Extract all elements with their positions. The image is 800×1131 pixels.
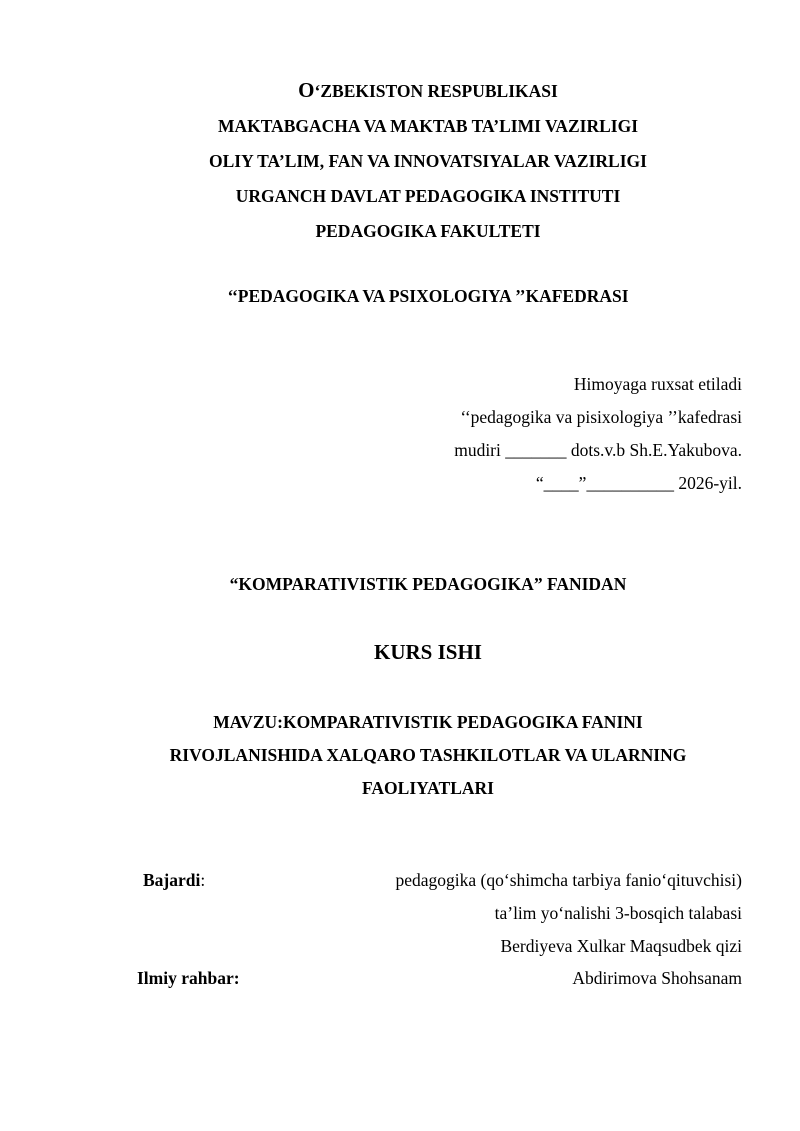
topic-line-2: RIVOJLANISHIDA XALQARO TASHKILOTLAR VA ULARNING bbox=[169, 745, 687, 765]
topic-line-1: MAVZU:KOMPARATIVISTIK PEDAGOGIKA FANINI bbox=[213, 712, 643, 732]
header-institute: URGANCH DAVLAT PEDAGOGIKA INSTITUTI bbox=[235, 186, 621, 206]
header-faculty: PEDAGOGIKA FAKULTETI bbox=[315, 221, 541, 241]
performer-label-text: Bajardi bbox=[143, 870, 201, 890]
approval-date-line: “____”__________ 2026-yil. bbox=[535, 473, 742, 493]
supervisor-name: Abdirimova Shohsanam bbox=[572, 968, 742, 988]
header-country bbox=[0, 78, 800, 103]
approval-line-2: ‘‘pedagogika va pisixologiya ’’kafedrasi bbox=[460, 407, 742, 427]
performer-label bbox=[143, 870, 205, 891]
work-type-title: KURS ISHI bbox=[374, 640, 482, 664]
header-country-rest: ‘ZBEKISTON RESPUBLIKASI bbox=[314, 81, 558, 101]
header-country-initial: O bbox=[298, 78, 315, 102]
header-ministry-school: MAKTABGACHA VA MAKTAB TA’LIMI VAZIRLIGI bbox=[217, 116, 639, 136]
supervisor-label: Ilmiy rahbar: bbox=[137, 968, 240, 988]
header-ministry-higher: OLIY TA’LIM, FAN VA INNOVATSIYALAR VAZIRLIGI bbox=[209, 151, 647, 171]
approval-line-1: Himoyaga ruxsat etiladi bbox=[573, 374, 742, 394]
performer-label-colon: : bbox=[200, 870, 206, 890]
performer-line-1: pedagogika (qo‘shimcha tarbiya fanio‘qituvchisi) bbox=[395, 870, 742, 890]
performer-line-2: ta’lim yo‘nalishi 3-bosqich talabasi bbox=[494, 903, 742, 923]
performer-name: Berdiyeva Xulkar Maqsudbek qizi bbox=[500, 936, 742, 956]
subject-title: “KOMPARATIVISTIK PEDAGOGIKA” FANIDAN bbox=[229, 574, 627, 594]
topic-line-3: FAOLIYATLARI bbox=[362, 778, 494, 798]
approval-line-3: mudiri _______ dots.v.b Sh.E.Yakubova. bbox=[454, 440, 742, 460]
header-department: ‘‘PEDAGOGIKA VA PSIXOLOGIYA ’’KAFEDRASI bbox=[227, 286, 629, 306]
